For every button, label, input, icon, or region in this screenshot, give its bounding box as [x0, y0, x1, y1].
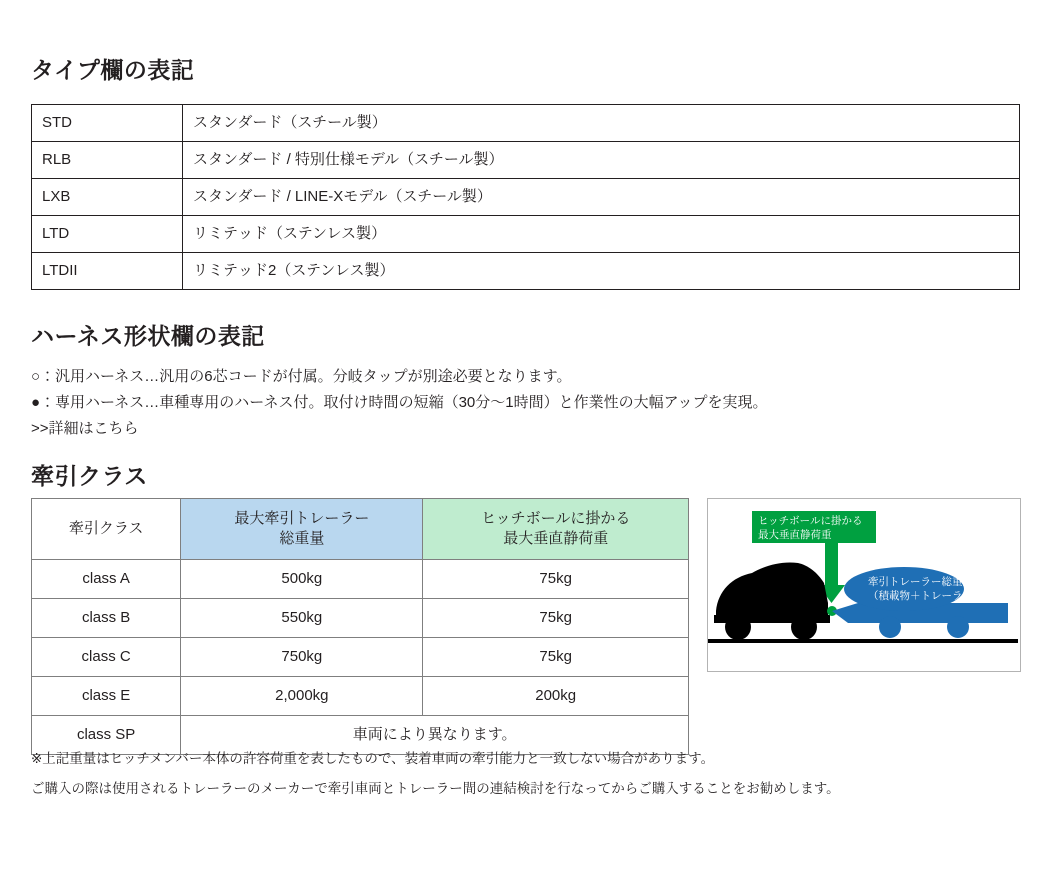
- harness-note-dedicated: ●：専用ハーネス…車種専用のハーネス付。取付け時間の短縮（30分〜1時間）と作業性の大幅アップを実現。: [31, 394, 768, 411]
- column-header-tongue-weight: [423, 499, 689, 560]
- tow-diagram-svg: [708, 499, 1018, 669]
- table-row: [32, 599, 689, 638]
- type-code: LTD: [32, 216, 183, 253]
- towclass-section-heading: 牽引クラス: [31, 463, 148, 489]
- column-header-tongue-weight-line1: ヒッチボールに掛かる: [481, 509, 631, 527]
- harness-details-link[interactable]: >>詳細はこちら: [31, 420, 139, 437]
- trailer-wheel-rear: [947, 616, 969, 638]
- class-name: class A: [32, 560, 181, 599]
- vehicle-front-wheel: [725, 614, 751, 640]
- type-description: スタンダード / 特別仕様モデル（スチール製）: [183, 142, 1020, 179]
- table-row: [32, 105, 1020, 142]
- column-header-gross-weight: [181, 499, 423, 560]
- vertical-load-label-line2: 最大垂直静荷重: [758, 529, 832, 541]
- gross-weight-label-line2: （積載物＋トレーラー）: [868, 590, 984, 602]
- column-header-gross-weight-line1: 最大牽引トレーラー: [234, 509, 370, 527]
- table-row: [32, 142, 1020, 179]
- harness-section-heading: ハーネス形状欄の表記: [31, 323, 265, 349]
- type-description: スタンダード / LINE-Xモデル（スチール製）: [183, 179, 1020, 216]
- vertical-load-arrow-shaft: [825, 543, 838, 587]
- class-name: class C: [32, 638, 181, 677]
- table-row: [32, 638, 689, 677]
- column-header-tongue-weight-line2: 最大垂直静荷重: [503, 530, 609, 547]
- column-header-gross-weight-line2: 総重量: [279, 530, 325, 547]
- gross-weight-label-line1: 牽引トレーラー総重量: [868, 576, 973, 588]
- column-header-class: 牽引クラス: [32, 499, 181, 560]
- footnote-1: ※上記重量はヒッチメンバー本体の許容荷重を表したもので、装着車両の牽引能力と一致しない場合があります。: [31, 751, 715, 766]
- trailer-load: [844, 567, 964, 611]
- class-gross-weight: 2,000kg: [181, 677, 423, 716]
- class-tongue-weight: 200kg: [423, 677, 689, 716]
- vertical-load-label-line1: ヒッチボールに掛かる: [758, 515, 863, 527]
- footnote-2: ご購入の際は使用されるトレーラーのメーカーで牽引車両とトレーラー間の連結検討を行なってからご購入することをお勧めします。: [31, 781, 840, 796]
- harness-notes: [31, 364, 768, 442]
- type-code: STD: [32, 105, 183, 142]
- type-notation-table: [31, 104, 1020, 290]
- tow-diagram: [707, 498, 1021, 672]
- class-tongue-weight: 75kg: [423, 560, 689, 599]
- class-name: class SP: [32, 716, 181, 755]
- table-row: [32, 253, 1020, 290]
- table-row: [32, 216, 1020, 253]
- trailer-wheel-front: [879, 616, 901, 638]
- vehicle-rear-wheel: [791, 614, 817, 640]
- table-header-row: [32, 499, 689, 560]
- type-description: リミテッド2（ステンレス製）: [183, 253, 1020, 290]
- class-gross-weight: 500kg: [181, 560, 423, 599]
- class-gross-weight: 750kg: [181, 638, 423, 677]
- class-gross-weight: 550kg: [181, 599, 423, 638]
- table-row: [32, 677, 689, 716]
- type-code: RLB: [32, 142, 183, 179]
- class-name: class B: [32, 599, 181, 638]
- type-code: LXB: [32, 179, 183, 216]
- class-special-note: 車両により異なります。: [181, 716, 689, 755]
- type-code: LTDII: [32, 253, 183, 290]
- harness-note-generic: ○：汎用ハーネス…汎用の6芯コードが付属。分岐タップが別途必要となります。: [31, 368, 572, 385]
- type-section-heading: タイプ欄の表記: [31, 57, 195, 83]
- class-name: class E: [32, 677, 181, 716]
- type-description: スタンダード（スチール製）: [183, 105, 1020, 142]
- class-tongue-weight: 75kg: [423, 599, 689, 638]
- tow-class-footnotes: [31, 744, 840, 804]
- type-description: リミテッド（ステンレス製）: [183, 216, 1020, 253]
- ground-line: [708, 639, 1018, 643]
- class-tongue-weight: 75kg: [423, 638, 689, 677]
- tow-class-table: [31, 498, 689, 755]
- table-row: [32, 560, 689, 599]
- table-row: [32, 179, 1020, 216]
- vehicle-silhouette: [716, 562, 828, 617]
